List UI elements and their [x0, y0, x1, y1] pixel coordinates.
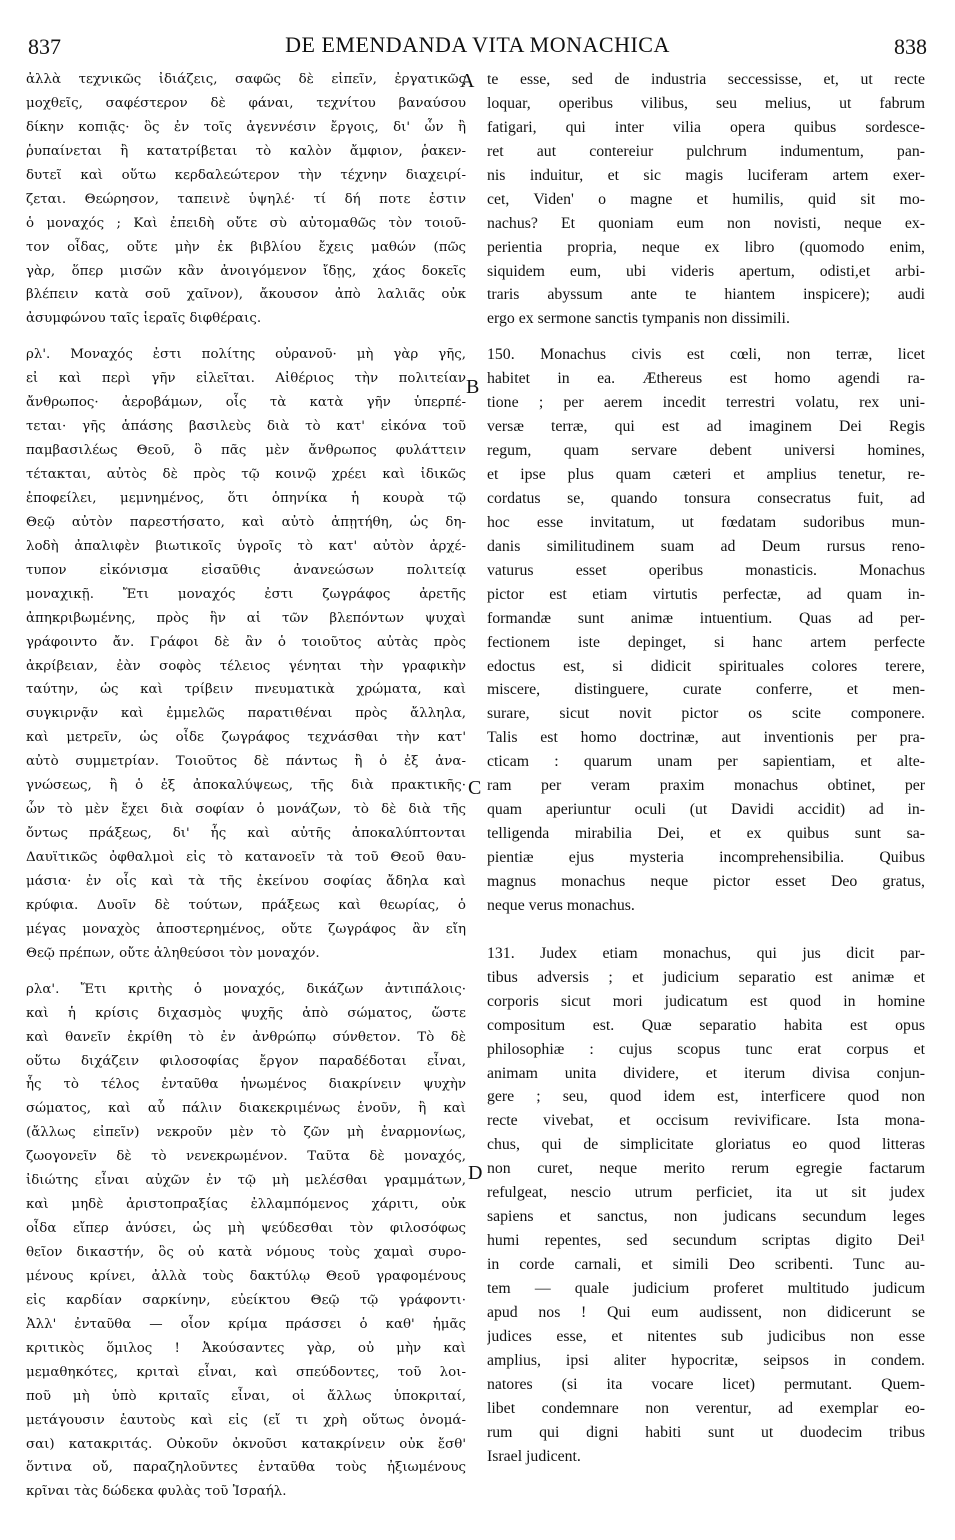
greek-text-line: εἰ καὶ περὶ γῆν εἱλεῖται. Αἰθέριος τὴν πολιτείαν [26, 371, 466, 387]
latin-text-line: pictor est etiam virtutis perfectæ, ad quam in- [487, 585, 925, 603]
latin-text-line: ergo ex sermone sanctis tympanis non dissimili. [487, 310, 790, 328]
latin-text-line: nachus? Et quoniam eum non novisti, neque ex- [487, 214, 925, 232]
latin-text-line: corporis sicut mori judicatum est quod in homine [487, 992, 925, 1010]
greek-text-line: λοδὴ ἀπαλιφὲν βιωτικοῖς ὑγροῖς τὸ κατ' αὐτὸν ἀρχέ- [26, 538, 466, 554]
latin-text-line: 150. Monachus civis est cœli, non terræ, licet [487, 346, 925, 364]
greek-text-line: τυπον εἰκόνισμα εἰσαῦθις ἀνανεώσων πολιτείᾳ [26, 562, 466, 578]
latin-text-line: siquidem eum, ubi videris apertum, odisti,et arbi- [487, 262, 925, 280]
greek-text-line: γὰρ, ὅπερ μισῶν κἂν ἀνοιγόμενον ἴδῃς, χάος δοκεῖς [26, 263, 466, 279]
greek-text-line: θεῖον δικαστήν, ὃς οὐ κατὰ νόμους τοὺς χαμαὶ συρο- [26, 1245, 466, 1260]
latin-text-line: fatigari, qui inter vilia opera quibus sordesce- [487, 118, 925, 136]
latin-text-line: 131. Judex etiam monachus, qui jus dicit par- [487, 944, 925, 962]
latin-text-line: pientiæ ejus mysteria incomprehensibilia. Quibus [487, 849, 925, 866]
greek-text-line: ἀλλὰ τεχνικῶς ἰδιάζεις, σαφῶς δὲ εἰπεῖν, ἐργατικῶς [26, 72, 466, 87]
paragraph-gap [487, 930, 925, 942]
greek-text-line: ἀκρίβειαν, ἐὰν σοφὸς τέλειος γένηται τὴν γραφικὴν [26, 658, 466, 674]
greek-text-line: τεται· γῆς ἁπάσης βασιλεὺς διὰ τὸ κατ' εἰκόνα τοῦ [26, 419, 466, 435]
latin-text-line: danis similitudinem suam ad Deum rursus reno- [487, 537, 925, 555]
latin-text-line: Talis est homo doctrinæ, aut inventionis per pra- [487, 729, 925, 747]
greek-text-line: ζωογονεῖν δὲ τὸ νενεκρωμένον. Ταῦτα δὲ μοναχός, [26, 1149, 466, 1165]
running-header [0, 30, 955, 66]
latin-text-line: fectionem iste depinget, si hanc artem perfecte [487, 633, 925, 651]
latin-text-line: et ipse plus quam cæteri et amplius tenetur, re- [487, 466, 925, 483]
greek-text-line: κρῖναι τὰς δώδεκα φυλὰς τοῦ Ἰσραήλ. [26, 1484, 287, 1500]
latin-column [487, 68, 925, 1468]
latin-text-line: cticam : quarum unam per sapientiam, et alte- [487, 753, 925, 771]
latin-text-line: vaturus esset operibus monasticis. Monachus [487, 561, 925, 579]
latin-text-line: rum qui digni habiti sunt ut duodecim tribus [487, 1423, 925, 1441]
greek-text-line: καὶ μηδὲ ἀριστοπραξίας ἐλλαμπόμενος χάριτι, οὐκ [26, 1197, 466, 1213]
greek-text-line: ποῦ μὴ ὑπὸ κριταῖς εἶναι, οἱ ἄλλως ὑποκριταί, [26, 1388, 466, 1404]
greek-text-line: μεμαθηκότες, κριταὶ εἶναι, καὶ σπεύδοντες, τοῦ λοι- [26, 1364, 466, 1380]
latin-text-line: recte vivebat, et occisum revivificare. Ista mona- [487, 1112, 925, 1130]
greek-text-line: τον οἶδας, οὔτε μὴν ἐκ βιβλίου ἔχεις μαθών (πῶς [26, 239, 466, 255]
greek-text-line: Θεῷ πρέπων, οὔτε ἀληθεύσοι τὸν μοναχόν. [26, 945, 320, 961]
latin-text-line: edoctus est, si didicit spirituales colores terere, [487, 657, 925, 675]
greek-text-line: ρλα'. Ἔτι κριτὴς ὁ μοναχός, δικάζων ἀντιπάλοις· [26, 981, 466, 997]
paragraph-gap [26, 331, 466, 343]
latin-text-line: telligenda mirabilia Dei, et ex quibus sunt sa- [487, 825, 925, 843]
greek-text-line: συγκιρνᾷν καὶ ἐμμελῶς παρατιθέναι πρὸς ἄλληλα, [26, 706, 466, 722]
greek-text-line: ἰδιώτης εἶναι αὐχῶν ἐν τῷ μὴ μελέσθαι γραμμάτων, [26, 1173, 466, 1189]
greek-text-line: παμβασιλέως Θεοῦ, ὃ πᾶς μὲν ἄνθρωπος φυλάττειν [26, 443, 466, 459]
margin-letter-c: C [468, 777, 482, 799]
greek-text-line: κρύφια. Δυοῖν δὲ τούτων, πράξεως καὶ θεωρίας, ὁ [26, 897, 466, 913]
margin-letter-b: B [466, 376, 480, 398]
greek-text-line: ζεται. Θεώρησον, ταπεινὲ ὑψηλέ· τί δή ποτε ἐστιν [26, 191, 466, 207]
greek-text-line: δίκην κοπιᾷς· ὃς ἐν τοῖς ἀγεννέσιν ἔργοις, δι' ὧν ἢ [26, 119, 466, 135]
latin-text-line: habitet in ea. Æthereus est homo agendi ra- [487, 370, 925, 388]
latin-text-line: ret aut contereiur pulchrum indumentum, pan- [487, 142, 925, 160]
latin-text-line: philosophiæ : cujus scopus tunc erat corpus et [487, 1040, 925, 1058]
greek-text-line: ἄνθρωπος· ἀεροβάμων, οἷς τὰ κατὰ γῆν ὑπερπέ- [26, 395, 466, 411]
greek-text-line: γνώσεως, ἢ ὁ ἐξ ἀποκαλύψεως, τῆς διὰ πρακτικῆς· [26, 778, 466, 794]
greek-text-line: δυτεῖ καὶ οὕτω κερδαλεώτερον τὴν τέχνην διαχειρί- [26, 167, 466, 183]
greek-text-line: ἀπηκριβωμένης, πρὸς ἣν αἱ τῶν βλεπόντων ψυχαὶ [26, 610, 466, 626]
greek-text-line: Δαυϊτικῶς ὀφθαλμοὶ εἰς τὸ κατανοεῖν τὰ τοῦ Θεοῦ θαυ- [26, 850, 466, 865]
running-title: DE EMENDANDA VITA MONACHICA [285, 32, 670, 57]
greek-text-line: μένους κρίνει, ἀλλὰ τοὺς δακτύλῳ Θεοῦ γραφομένους [26, 1268, 466, 1284]
greek-text-line: ὁ μοναχός ; Καὶ ἐπειδὴ οὔτε σὺ αὐτομαθῶς τὸν τοιοῦ- [26, 215, 466, 231]
greek-text-line: οἶδα εἴπερ ἀνύσει, ὡς μὴ ψεύδεσθαι τὸν φιλοσόφως [26, 1221, 466, 1237]
paragraph-gap [487, 331, 925, 343]
latin-text-line: natores (si ita vocare licet) permutant. Quem- [487, 1375, 925, 1393]
margin-letter-a: A [460, 70, 475, 92]
latin-text-line: formandæ sunt animæ intuentium. Quas ad per- [487, 609, 925, 627]
latin-text-line: apud nos ! Qui eum audissent, non didicerunt se [487, 1303, 925, 1321]
greek-text-line: εἰς καρδίαν σαρκίνην, εὐείκτου Θεῷ τῷ γράφοντι· [26, 1292, 466, 1308]
latin-text-line: loquar, operibus vilibus, seu melius, ut fabrum [487, 94, 925, 112]
greek-text-line: ὅντινα οὔ, παραζηλοῦντες ἐνταῦθα τοὺς ἠξιωμένους [26, 1460, 466, 1476]
greek-text-line: ὧν τὸ μὲν ἔχει διὰ σοφίαν ὁ μονάζων, τὸ δὲ διὰ τῆς [26, 802, 466, 818]
latin-text-line: perientia propria, neque ex libro (quomodo enim, [487, 238, 925, 256]
greek-text-line: μέγας μοναχὸς ἀποστερημένος, οὔτε ζωγράφος ἂν εἴη [26, 921, 466, 937]
greek-text-line: μοναχικῇ. Ἔτι μοναχός ἐστι ζωγράφος ἀρετῆς [26, 586, 466, 602]
greek-text-line: μετάγουσιν ἑαυτοὺς καὶ εἰς (εἴ τι χρὴ οὕτως ὀνομά- [26, 1412, 466, 1428]
latin-text-line: surare, sicut novit pictor os scite componere. [487, 705, 925, 723]
greek-text-line: ὄντως πράξεως, δι' ἧς καὶ αὐτῆς ἀποκαλύπτονται [26, 826, 466, 842]
greek-text-line: ρλ'. Μοναχός ἐστι πολίτης οὐρανοῦ· μὴ γὰρ γῆς, [26, 347, 466, 363]
latin-text-line: tem — quale judicium proferet multitudo judicum [487, 1279, 925, 1297]
greek-text-line: Θεῷ αὐτὸν παρεστήσατο, καὶ αὐτὸ ἀπῃτήθη, ὡς δη- [26, 514, 466, 530]
paragraph-gap [487, 918, 925, 930]
latin-text-line: traris abyssum ante te hiantem inspicere); audi [487, 286, 925, 304]
greek-text-line: καὶ ἡ κρίσις διχασμὸς ψυχῆς ἀπὸ σώματος, ὥστε [26, 1005, 466, 1021]
latin-text-line: animam unita dividere, et iterum divisa conjun- [487, 1064, 925, 1082]
page-number-left: 837 [28, 34, 61, 59]
latin-text-line: hoc esse invitatum, ut fœdatam sudoribus mun- [487, 513, 925, 531]
latin-text-line: refulgeat, nescio utrum perficiet, ita ut sit judex [487, 1184, 925, 1202]
greek-text-line: ῥυπαίνεται ἢ κατατρίβεται τὸ καλὸν ἄμφιον, ῥακεν- [26, 143, 466, 159]
margin-letter-d: D [468, 1162, 483, 1184]
latin-text-line: nis induitur, et sic magis luciferam artem exer- [487, 166, 925, 184]
latin-text-line: regum, quam servare debent universi homines, [487, 442, 925, 460]
greek-text-line: ταύτην, ὡς καὶ τρίβειν πνευματικὰ χρώματα, καὶ [26, 682, 466, 698]
latin-text-line: sapiens et sanctus, non judicans secundum leges [487, 1208, 925, 1226]
latin-text-line: amplius, ipsi aliter hypocritæ, seipsos in condem. [487, 1351, 925, 1369]
latin-text-line: in corde carnali, et simili Deo scribenti. Tunc au- [487, 1256, 925, 1273]
latin-text-line: chus, qui de simplicitate gloriatus eo quod litteras [487, 1136, 925, 1154]
greek-text-line: μοχθεῖς, σαφέστερον δὲ φάναι, τεχνίτου βαναύσου [26, 95, 466, 111]
latin-text-line: quam aperiuntur oculi (ut Davidi accidit) ad in- [487, 801, 925, 819]
greek-text-line: καὶ μετρεῖν, ὡς οἶδε ζωγράφος τεχνάσθαι τὴν κατ' [26, 730, 466, 746]
latin-text-line: miscere, distinguere, curate conferre, et men- [487, 681, 925, 699]
latin-text-line: libet condemnare non verentur, ad exemplar eo- [487, 1399, 925, 1417]
paragraph-gap [26, 966, 466, 978]
latin-text-line: cet, Viden' o magne et humilis, quid sit mo- [487, 190, 925, 208]
latin-text-line: tibus adversis ; et judicium separatio est animæ et [487, 968, 925, 986]
latin-text-line: non curet, neque merito rerum egregie factarum [487, 1160, 925, 1178]
latin-text-line: versæ terræ, qui est ad imaginem Dei Regis [487, 418, 925, 436]
latin-text-line: gere ; seu, quod idem est, interficere quod non [487, 1088, 925, 1106]
greek-text-line: αὐτὸ συμμετρίαν. Τοιοῦτος δὲ πάντως ἢ ὁ ἐξ ἀνα- [26, 754, 466, 770]
greek-text-line: κριτικὸς ὅμιλος ! Ἀκούσαντες γὰρ, οὐ μὴν καὶ [26, 1340, 466, 1356]
greek-text-line: ἀσυμφώνου ταῖς ἱεραῖς διφθέραις. [26, 311, 262, 327]
greek-text-line: οὕτω διχάζειν φιλοσοφίας ἔργον παραδέδοται εἶναι, [26, 1053, 466, 1069]
greek-text-line: βλέπειν κατὰ σοῦ χαῖνον), ἄκουσον ἀπὸ λαλιᾶς οὐκ [26, 287, 466, 303]
latin-text-line: cordatus se, quando tonsura consecratus fuit, ad [487, 489, 925, 507]
latin-text-line: tione ; per aerem incedit terrestri volatu, rex uni- [487, 394, 925, 412]
greek-text-line: τέτακται, αὐτὸς δὲ πρὸς τῷ κοινῷ χρέει καὶ ἰδικῶς [26, 467, 466, 482]
latin-text-line: judices esse, et nitentes sub judicibus non esse [487, 1327, 925, 1345]
greek-text-line: (ἄλλως εἰπεῖν) νεκροῦν μὲν τὸ ζῶν μὴ ἐναρμονίως, [26, 1125, 466, 1141]
greek-text-line: ἐποφείλει, μεμνημένος, ὅτι ὁπηνίκα ἡ κουρὰ τῷ [26, 490, 466, 506]
latin-text-line: magnus monachus neque pictor esset Deo gratus, [487, 872, 925, 890]
latin-text-line: te esse, sed de industria seccessisse, et, ut recte [487, 71, 925, 88]
page-number-right: 838 [894, 34, 927, 59]
greek-text-line: ἧς τὸ τέλος ἐνταῦθα ἡνωμένος διακρίνειν ψυχὴν [26, 1077, 466, 1093]
greek-column [26, 68, 466, 1504]
greek-text-line: μάσια· ἐν οἷς καὶ τὰ τῆς ἐκείνου σοφίας ἄδηλα καὶ [26, 873, 466, 889]
latin-text-line: neque verus monachus. [487, 896, 635, 914]
latin-text-line: humi repentes, sed secundum scriptas digito Dei¹ [487, 1232, 925, 1250]
latin-text-line: ram per veram praxim monachus obtinet, per [487, 777, 925, 795]
greek-text-line: καὶ θανεῖν ἐκρίθη τὸ ἐν ἀνθρώπῳ σύνθετον. Τὸ δὲ [26, 1029, 466, 1045]
greek-text-line: σαι) κατακριτάς. Οὐκοῦν ὀκνοῦσι κατακρίνειν οὐκ ἔσθ' [26, 1436, 466, 1452]
greek-text-line: γράφοιντο ἄν. Γράφοι δὲ ἂν ὁ τοιοῦτος αὐτὰς πρὸς [26, 634, 466, 650]
greek-text-line: σώματος, καὶ αὖ πάλιν διακεκριμένως ἑνοῦν, ἢ καὶ [26, 1101, 466, 1117]
latin-text-line: compositum est. Quæ separatio habita est opus [487, 1016, 925, 1034]
greek-text-line: Ἀλλ' ἐνταῦθα — οἷον κρίμα πράσσει ὁ καθ' ἡμᾶς [26, 1316, 466, 1332]
latin-text-line: Israel judicent. [487, 1447, 581, 1465]
